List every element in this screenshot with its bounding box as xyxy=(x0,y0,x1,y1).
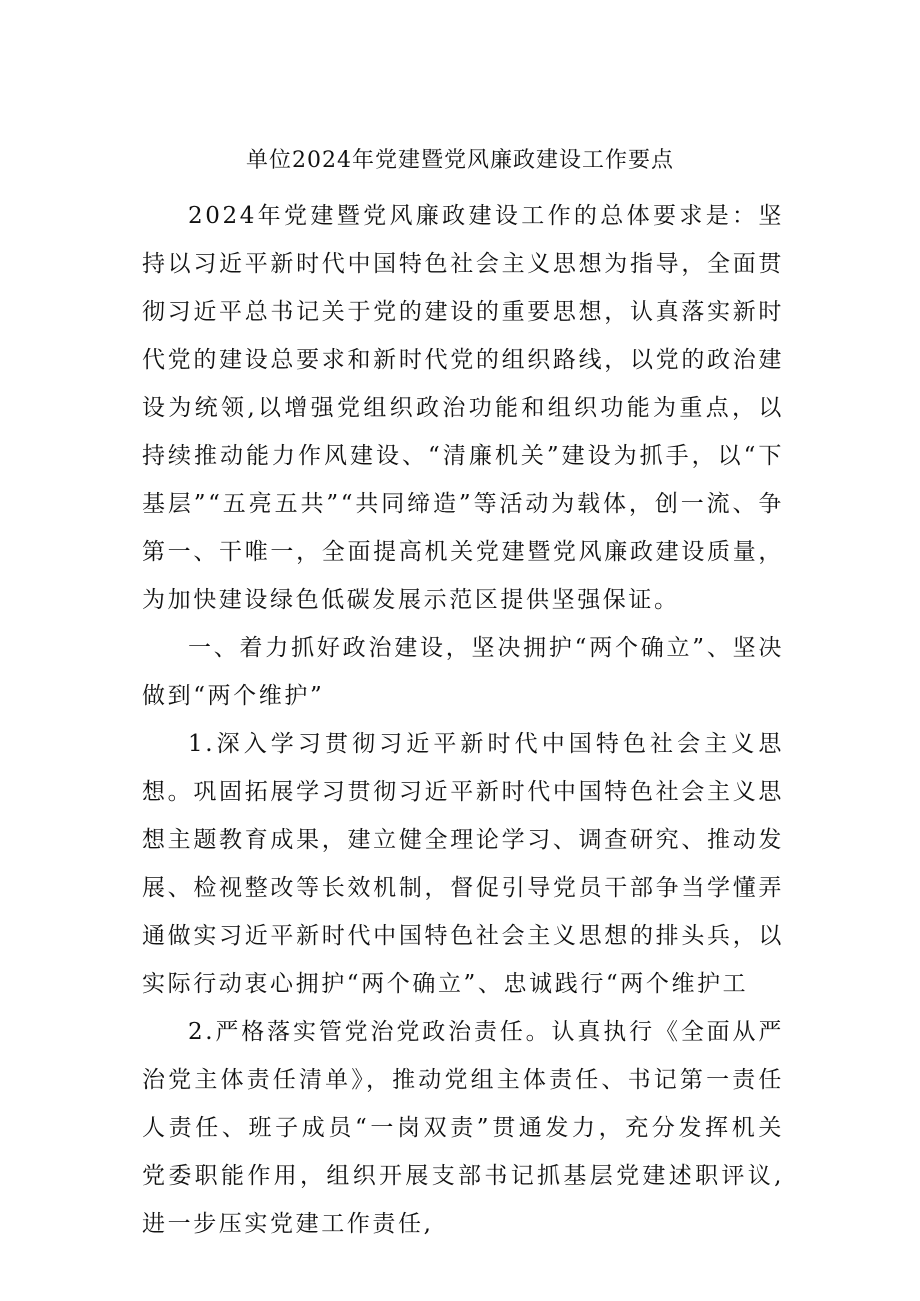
intro-paragraph: 2024年党建暨党风廉政建设工作的总体要求是：坚持以习近平新时代中国特色社会主义思想为指导，全面贯彻习近平总书记关于党的建设的重要思想，认真落实新时代党的建设总要求和新时代党的组织路线，以党的政治建设为统领,以增强党组织政治功能和组织功能为重点，以持续推动能力作风建设、“清廉机关”建设为抓手，以“下基层”“五亮五共”“共同缔造”等活动为载体，创一流、争第一、干唯一，全面提高机关党建暨党风廉政建设质量，为加快建设绿色低碳发展示范区提供坚强保证。 xyxy=(142,203,784,613)
item-paragraph-2: 2.严格落实管党治党政治责任。认真执行《全面从严治党主体责任清单》，推动党组主体责任、书记第一责任人责任、班子成员“一岗双责”贯通发力，充分发挥机关党委职能作用，组织开展支部书记抓基层党建述职评议,进一步压实党建工作责任, xyxy=(142,1019,784,1237)
document-body xyxy=(142,192,784,1248)
section-heading-1: 一、着力抓好政治建设，坚决拥护“两个确立”、坚决做到“两个维护” xyxy=(142,635,784,709)
item-paragraph-1: 1.深入学习贯彻习近平新时代中国特色社会主义思想。巩固拓展学习贯彻习近平新时代中国特色社会主义思想主题教育成果，建立健全理论学习、调查研究、推动发展、检视整改等长效机制，督促引导党员干部争当学懂弄通做实习近平新时代中国特色社会主义思想的排头兵，以实际行动衷心拥护“两个确立”、忠诚践行“两个维护工 xyxy=(142,731,784,997)
document-title: 单位2024年党建暨党风廉政建设工作要点 xyxy=(246,148,674,173)
